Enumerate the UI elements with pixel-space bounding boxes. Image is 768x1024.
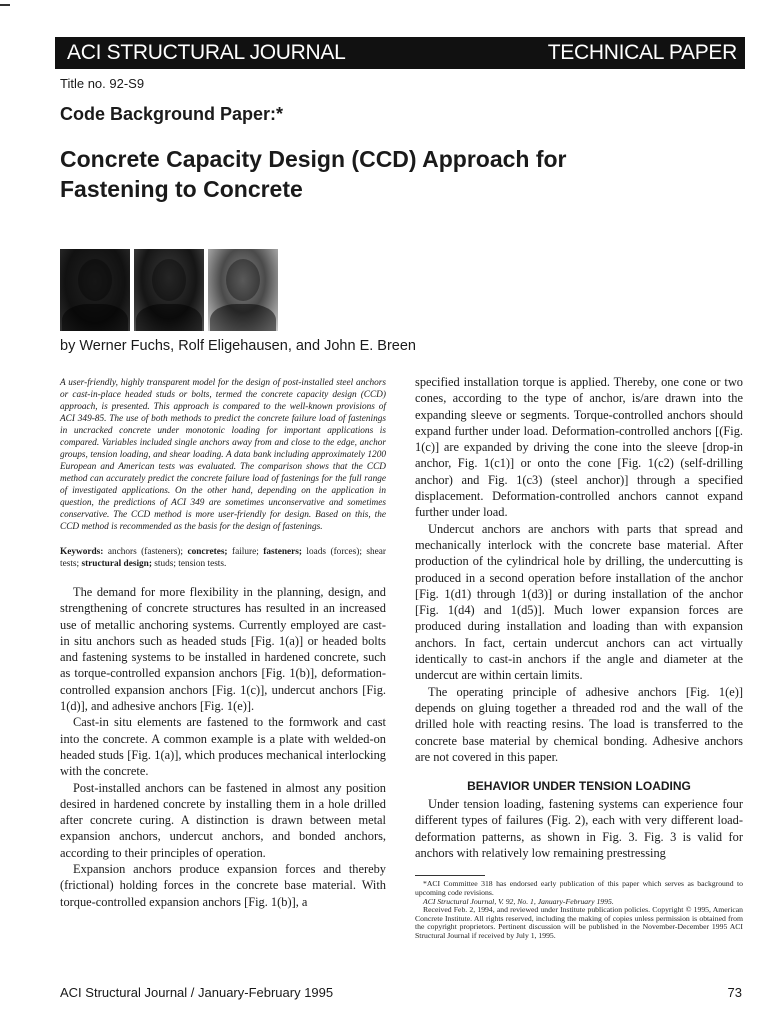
author-line: by Werner Fuchs, Rolf Eligehausen, and John E. Breen	[60, 338, 416, 354]
footnote: *ACI Committee 318 has endorsed early publication of this paper which serves as background to upcoming code revisions.	[415, 879, 743, 897]
author-photo-eligehausen	[134, 249, 204, 331]
keyword: failure;	[231, 547, 259, 557]
keyword: loads (forces); shear tests;	[60, 547, 387, 569]
keywords-label: Keywords:	[60, 547, 104, 557]
keyword: anchors (fasteners);	[107, 547, 183, 557]
body-paragraph: Expansion anchors produce expansion forces and thereby (frictional) holding forces in the concrete base material. With torque-controlled expansion anchors [Fig. 1(b)], a	[60, 862, 386, 909]
paper-title: Concrete Capacity Design (CCD) Approach for Fastening to Concrete	[60, 146, 567, 202]
keyword: concretes;	[187, 547, 228, 557]
paper-category: Code Background Paper:*	[60, 104, 284, 124]
body-paragraph: The demand for more flexibility in the planning, design, and strengthening of concrete structures has resulted in an increased use of metallic anchoring systems. Currently employed are cast-in situ anchors such as headed studs [Fig. 1(a)] or headed bolts and fastening systems to be installed in hardened concrete, such as torque-controlled expansion anchors [Fig. 1(b)], deformation-controlled expansion anchors [Fig. 1(c)], undercut anchors [Fig. 1(d)], and adhesive anchors [Fig. 1(e)].	[60, 585, 386, 714]
section-heading: BEHAVIOR UNDER TENSION LOADING	[467, 779, 691, 794]
keyword: fasteners;	[263, 547, 302, 557]
paper-type: TECHNICAL PAPER	[547, 41, 737, 64]
footnote-rule	[415, 875, 485, 876]
footnote-journal: ACI Structural Journal, V. 92, No. 1, January-February 1995.	[423, 896, 614, 906]
left-column	[60, 377, 386, 910]
keywords	[60, 546, 386, 570]
page-number: 73	[727, 985, 742, 1000]
body-paragraph: specified installation torque is applied. Thereby, one cone or two cones, according to the type of anchor, is/are drawn into the expanding sleeve or segments. Torque-controlled anchors should expand further under load. Deformation-controlled anchors [(Fig. 1(c)] are expanded by driving the cone into the sleeve [drop-in anchor, Fig. 1(c1)] or onto the cone [Fig. 1(c2) (self-drilling anchor) and Fig. 1(c3) (steel anchor)] through a specified displacement. Deformation-controlled anchors cannot expand further under load.	[415, 375, 743, 520]
keyword: studs; tension tests.	[154, 559, 227, 569]
journal-banner	[55, 37, 745, 69]
footnote: Received Feb. 2, 1994, and reviewed under Institute publication policies. Copyright © 1995, American Concrete Institute. All rights reserved, including the making of copies unless permission is obtained from the copyright proprietors. Pertinent discussion will be published in the November-December 1995 ACI Structural Journal if received by July 1, 1995.	[415, 905, 743, 940]
right-column	[415, 374, 743, 940]
footer-journal: ACI Structural Journal / January-February 1995	[60, 985, 334, 1000]
body-paragraph: Undercut anchors are anchors with parts that spread and mechanically interlock with the concrete base material. After production of the cylindrical hole by drilling, the undercutting is produced in a second operation before installation of the anchor [Fig. 1(d1) through 1(d3)] or during installation of the anchor [Fig. 1(d4) and 1(d5)]. Much lower expansion forces are produced during installation and loading than with expansion anchors. In fact, certain undercut anchors can act virtually identically to cast-in anchors if the angle and diameter at the undercut are within certain limits.	[415, 521, 743, 683]
body-paragraph: Post-installed anchors can be fastened in almost any position desired in hardened concrete by installing them in a hole drilled after concrete curing. A distinction is drawn between metal expansion anchors, undercut anchors, and bonded anchors, according to their principles of operation.	[60, 780, 386, 860]
abstract: A user-friendly, highly transparent model for the design of post-installed steel anchors or cast-in-place headed studs or bolts, termed the concrete capacity design (CCD) approach, is presented. This approach is compared to the well-known provisions of ACI 349-85. The use of both methods to predict the concrete failure load of fastenings in uncracked concrete under monotonic loading for important applications is compared. Variables included single anchors away from and close to the edge, anchor groups, tension loading, and shear loading. A data bank including approximately 1200 European and American tests was evaluated. The comparison shows that the CCD method can accurately predict the concrete failure load of fastenings for the full range of investigated applications. On the other hand, depending on the application in question, the predictions of ACI 349 are sometimes unconservative and sometimes conservative. The CCD method is more user-friendly for design. Based on this, the CCD method is recommended as the basis for the design of fastenings.	[60, 378, 386, 532]
title-number: Title no. 92-S9	[60, 76, 145, 91]
author-photo-fuchs	[60, 249, 130, 331]
body-paragraph: The operating principle of adhesive anchors [Fig. 1(e)] depends on gluing together a threaded rod and the wall of the drilled hole with reacting resins. The load is transferred to the concrete base material by chemical bonding. Adhesive anchors are not covered in this paper.	[415, 684, 743, 764]
keyword: structural design;	[81, 559, 152, 569]
journal-name: ACI STRUCTURAL JOURNAL	[67, 41, 346, 64]
body-paragraph: Under tension loading, fastening systems can experience four different types of failures (Fig. 2), each with very different load-deformation patterns, as shown in Fig. 3. Fig. 3 is valid for anchors with relatively low remaining prestressing	[415, 797, 743, 861]
author-photo-breen	[208, 249, 278, 331]
body-paragraph: Cast-in situ elements are fastened to the formwork and cast into the concrete. A common example is a plate with welded-on headed studs [Fig. 1(a)], which produces mechanical interlocking with the concrete.	[60, 715, 386, 779]
scan-mark	[0, 4, 10, 6]
